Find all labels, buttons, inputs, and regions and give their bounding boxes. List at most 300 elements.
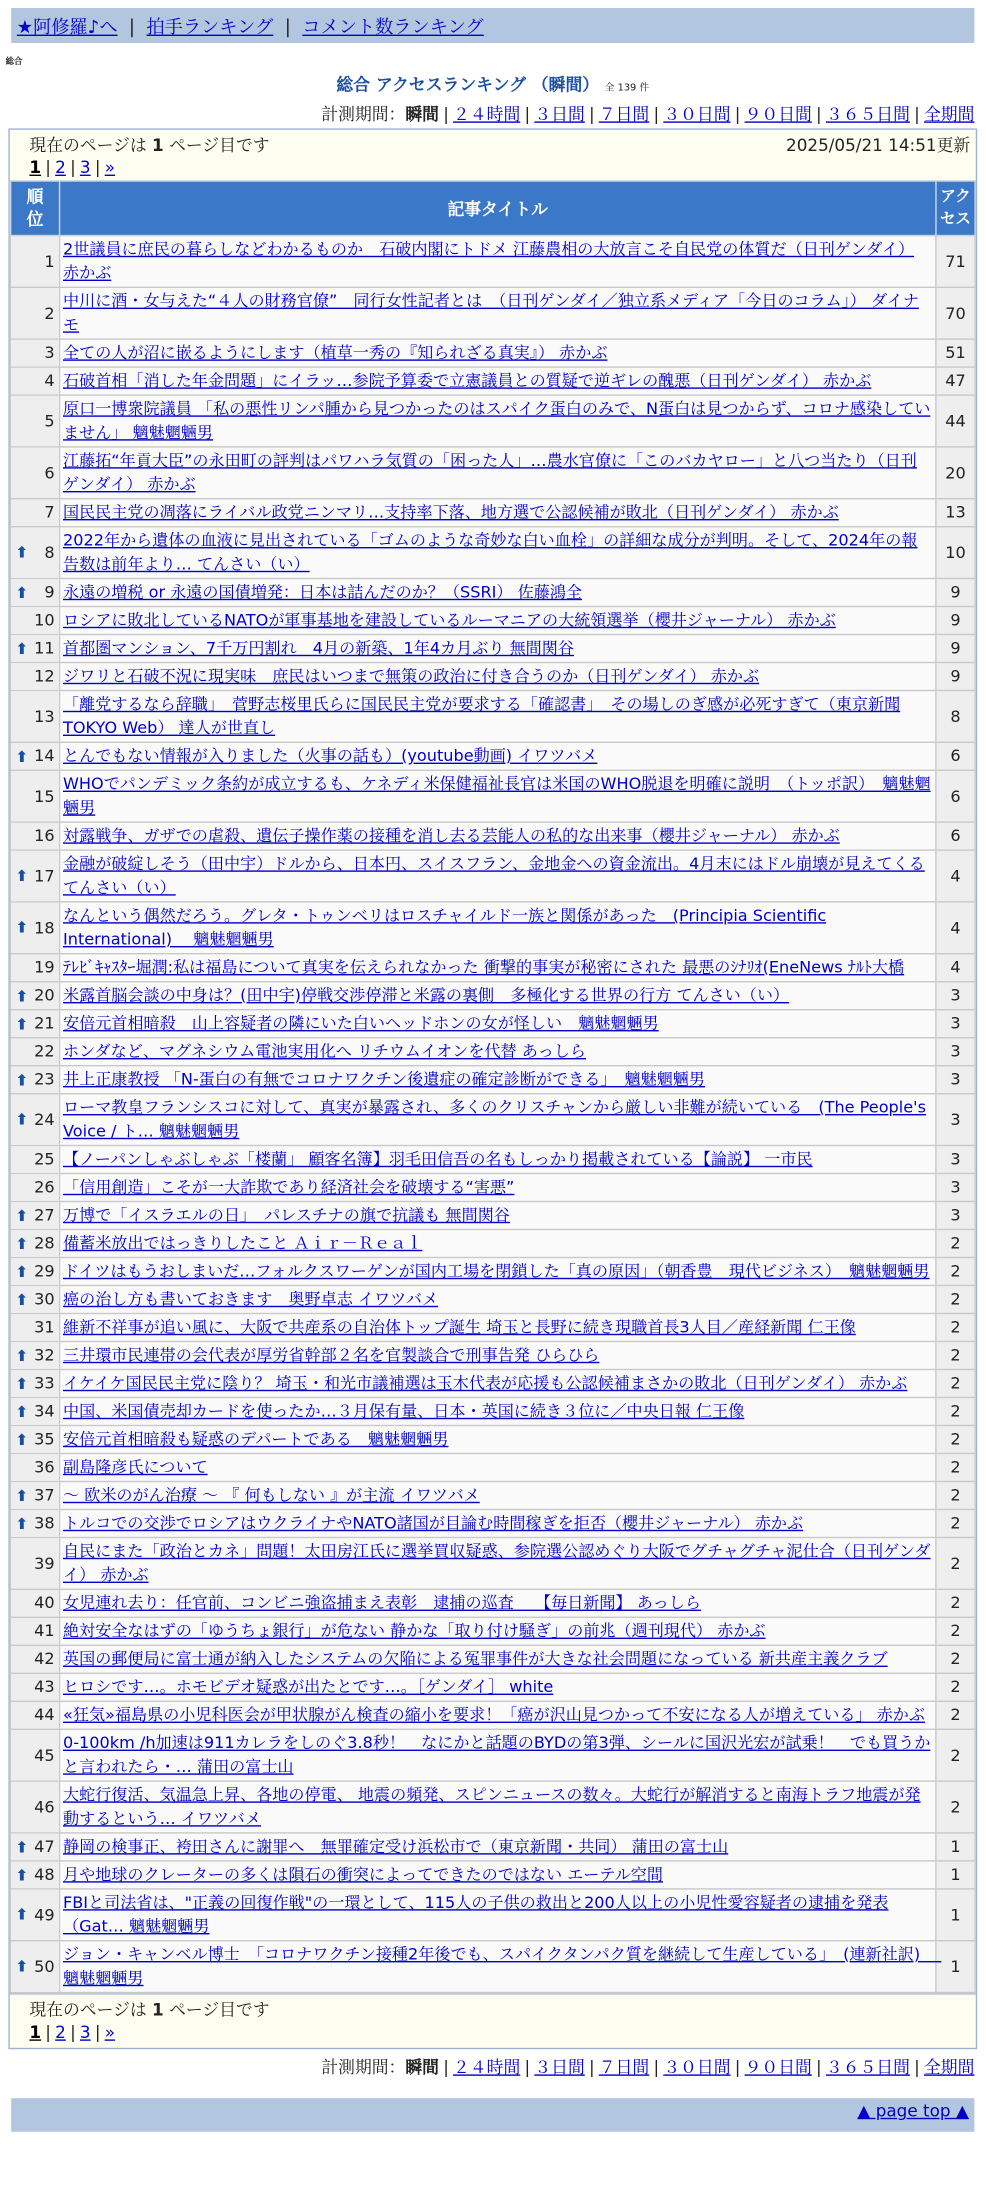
rank-cell [11,1729,60,1781]
rank-up-arrow-icon: ⬆ [15,1070,29,1089]
access-count: 2 [936,1538,975,1590]
page-title [0,72,986,96]
title-cell [60,339,936,367]
period-separator: | [443,104,449,125]
table-row [11,1010,976,1038]
title-cell [60,850,936,902]
period-separator: | [588,2057,595,2078]
period-link[interactable]: ３日間 [534,104,585,125]
rank-number: 37 [34,1485,55,1505]
access-count: 8 [936,691,975,743]
title-cell [60,1889,936,1941]
period-separator: | [653,2057,660,2078]
rank-cell [11,1286,60,1314]
article-link[interactable]: ロシアに敗北しているNATOが軍事基地を建設しているルーマニアの大統領選挙（櫻井ジャーナル） 赤かぶ [63,610,836,630]
table-row [11,1398,976,1426]
article-link[interactable]: 大蛇行復活、気温急上昇、各地の停電、 地震の頻発、スピンニュースの数々。大蛇行が解消すると南海トラフ地震が発動するという… イワツバメ [63,1784,921,1828]
rank-cell [11,1230,60,1258]
access-count: 10 [936,527,975,579]
title-cell [60,902,936,954]
title-cell [60,1482,936,1510]
table-row [11,339,976,367]
page-info [10,130,976,157]
rank-cell [11,1174,60,1202]
article-link[interactable]: 国民民主党の凋落にライバル政党ニンマリ…支持率下落、地方選で公認候補が敗北（日刊ゲンダイ） 赤かぶ [63,502,839,522]
title-cell [60,742,936,770]
title-cell [60,1146,936,1174]
rank-up-arrow-icon: ⬆ [15,1014,29,1033]
access-count: 2 [936,1370,975,1398]
article-link[interactable]: 中川に酒・女与えた“４人の財務官僚” 同行女性記者とは （日刊ゲンダイ／独立系メディア「今日のコラム」） ダイナモ [63,290,919,335]
rank-number: 28 [34,1233,55,1253]
access-count: 6 [936,742,975,770]
table-row [11,1286,976,1314]
rank-number: 19 [34,957,55,977]
table-row [11,607,976,635]
period-link[interactable]: ２４時間 [453,104,521,125]
rank-up-arrow-icon: ⬆ [15,1234,29,1253]
pager-separator: | [45,157,51,178]
title-cell [60,1314,936,1342]
article-link[interactable]: とんでもない情報が入りました（火事の話も）(youtube動画) イワツバメ [63,745,598,766]
period-link[interactable]: ７日間 [598,2057,650,2078]
table-row [11,287,976,339]
access-count: 47 [936,367,975,395]
rank-number: 38 [34,1513,55,1533]
access-count: 6 [936,822,975,850]
article-link[interactable]: トルコでの交渉でロシアはウクライナやNATO諸国が目論む時間稼ぎを拒否（櫻井ジャーナル） 赤かぶ [63,1513,804,1533]
rank-cell [11,954,60,982]
article-link[interactable]: 静岡の検事正、袴田さんに謝罪へ 無罪確定受け浜松市で（東京新聞・共同） 蒲田の富士山 [63,1836,729,1856]
page-status-num: 1 [152,135,164,155]
table-row [11,1482,976,1510]
article-link[interactable]: ドイツはもうおしまいだ…フォルクスワーゲンが国内工場を閉鎖した「真の原因」（朝香豊 現代ビジネス） 魑魅魍魎男 [63,1261,930,1281]
access-count: 2 [936,1510,975,1538]
access-count: 20 [936,447,975,499]
article-link[interactable]: 0-100km /h加速は911カレラをしのぐ3.8秒！ なにかと話題のBYDの第3弾、シールに国沢光宏が試乗！ でも買うかと言われたら・… 蒲田の富士山 [63,1732,931,1777]
rank-number: 15 [34,785,55,806]
ranking-table [10,180,976,1993]
title-cell [60,527,936,579]
article-link[interactable]: ジョン・キャンベル博士 「コロナワクチン接種2年後でも、スパイクタンパク質を継続して生産している」 (連新社訳) 魑魅魍魎男 [63,1944,942,1988]
rank-up-arrow-icon: ⬆ [15,583,29,602]
rank-up-arrow-icon: ⬆ [15,1837,29,1856]
period-link[interactable]: 全期間 [923,2057,975,2078]
table-row [11,1889,976,1941]
rank-number: 41 [34,1620,55,1641]
table-row [11,1781,976,1833]
table-row [11,742,976,770]
rank-up-arrow-icon: ⬆ [15,639,29,658]
table-row [11,1174,976,1202]
article-link[interactable]: 米露首脳会談の中身は？(田中宇)停戦交渉停滞と米露の裏側 多極化する世界の行方 てんさい（い） [63,985,790,1005]
title-cell [60,770,936,822]
access-count: 2 [936,1673,975,1701]
rank-number: 21 [34,1013,55,1033]
period-link[interactable]: ７日間 [598,104,650,125]
article-link[interactable]: 女児連れ去り：任官前、コンビニ強盗捕まえ表彰 逮捕の巡査 【毎日新聞】 あっしら [63,1592,701,1613]
home-link[interactable]: ★阿修羅♪へ [16,17,118,39]
table-row [11,1538,976,1590]
table-row [11,527,976,579]
article-link[interactable]: 副島隆彦氏について [63,1457,208,1477]
rank-cell [11,1066,60,1094]
period-separator: | [816,2057,822,2078]
access-count: 2 [936,1258,975,1286]
rank-cell [11,1510,60,1538]
item-count: 全 139 件 [604,82,650,94]
rank-up-arrow-icon: ⬆ [15,1402,29,1421]
access-count: 2 [936,1645,975,1673]
bottom-bar [11,2098,974,2132]
rank-cell [11,1010,60,1038]
table-row [11,1861,976,1889]
table-row [11,982,976,1010]
article-link[interactable]: 「離党するなら辞職」 菅野志桜里氏らに国民民主党が要求する「確認書」 その場しのぎ感が必死すぎて（東京新聞TOKYO Web） 達人が世直し [63,694,901,738]
updated-time: 2025/05/21 14:51更新 [786,135,971,155]
rank-number: 13 [34,705,55,726]
rank-number: 45 [34,1744,55,1765]
table-row [11,395,976,447]
rank-number: 16 [34,825,55,846]
period-link[interactable]: 全期間 [923,104,975,125]
pager-separator: | [70,157,76,178]
rank-up-arrow-icon: ⬆ [15,1290,29,1309]
rank-cell [11,691,60,743]
title-cell [60,579,936,607]
article-link[interactable]: 【ノーパンしゃぶしゃぶ「楼蘭」 顧客名簿】羽毛田信吾の名もしっかり掲載されている【論説】 一市民 [63,1149,813,1169]
table-row [11,447,976,499]
period-link[interactable]: ３０日間 [663,2057,731,2078]
article-link[interactable]: ﾃﾚﾋﾞｷｬｽﾀｰ堀潤:私は福島について真実を伝えられなかった 衝撃的事実が秘密にされた 最悪のｼﾅﾘｵ(EneNews ﾅﾙﾄ大橋 [63,957,905,977]
article-link[interactable]: ローマ教皇フランシスコに対して、真実が暴露され、多くのクリスチャンから厳しい非難が続いている (The People's Voice / ト… 魑魅魍魎男 [63,1097,926,1141]
period-link[interactable]: ３０日間 [663,104,731,125]
rank-number: 25 [34,1149,55,1169]
ranking-footer-frame [8,1995,977,2050]
rank-number: 17 [34,865,55,886]
access-count: 9 [936,663,975,691]
rank-number: 33 [34,1373,55,1393]
page-status-bottom [29,1997,269,2021]
title-cell [60,1510,936,1538]
table-row [11,1701,976,1729]
rank-cell [11,1941,60,1993]
rank-number: 18 [34,917,55,937]
rank-number: 32 [34,1345,55,1365]
table-row [11,902,976,954]
rank-cell [11,1538,60,1590]
table-row [11,691,976,743]
pager-separator: | [70,2022,76,2043]
title-cell [60,1258,936,1286]
rank-number: 34 [34,1401,55,1421]
period-separator: | [734,2057,741,2078]
table-row [11,850,976,902]
article-link[interactable]: 備蓄米放出ではっきりしたこと Ａｉｒ－Ｒｅａｌ [63,1233,423,1253]
title-cell [60,236,936,288]
table-row [11,1258,976,1286]
article-link[interactable]: WHOでパンデミック条約が成立するも、ケネディ米保健福祉長官は米国のWHO脱退を明確に説明 （トッポ訳） 魑魅魍魎男 [63,773,931,818]
article-link[interactable]: 江藤拓“年貢大臣”の永田町の評判はパワハラ気質の「困った人」…農水官僚に「このバカヤロー」と八つ当たり（日刊ゲンダイ） 赤かぶ [63,450,917,494]
access-count: 2 [936,1617,975,1645]
rank-cell [11,527,60,579]
rank-up-arrow-icon: ⬆ [15,1514,29,1533]
table-row [11,1094,976,1146]
rank-number: 9 [44,582,55,602]
table-row [11,770,976,822]
access-count: 2 [936,1589,975,1617]
access-count: 2 [936,1286,975,1314]
article-link[interactable]: 2022年から遺体の血液に見出されている「ゴムのような奇妙な白い血栓」の詳細な成分が判明。そして、2024年の報告数は前年より… てんさい（い） [63,530,918,574]
period-link[interactable]: ９０日間 [744,104,812,125]
access-count: 9 [936,579,975,607]
article-link[interactable]: 安倍元首相暗殺 山上容疑者の隣にいた白いヘッドホンの女が怪しい 魑魅魍魎男 [63,1013,659,1033]
article-link[interactable]: 全ての人が沼に嵌るようにします（植草一秀の『知られざる真実』） 赤かぶ [63,342,608,363]
rank-number: 3 [44,342,55,363]
access-count: 2 [936,1482,975,1510]
period-link[interactable]: ９０日間 [744,2057,812,2078]
title-cell [60,1398,936,1426]
rank-up-arrow-icon: ⬆ [15,986,29,1005]
period-link[interactable]: ３６５日間 [825,2057,910,2078]
rank-cell [11,1889,60,1941]
rank-number: 35 [34,1429,55,1449]
rank-number: 43 [34,1676,55,1697]
title-cell [60,1673,936,1701]
rank-number: 14 [34,745,55,766]
rank-number: 46 [34,1796,55,1817]
title-cell [60,954,936,982]
table-row [11,635,976,663]
title-cell [60,1066,936,1094]
applause-ranking-link[interactable]: 拍手ランキング [146,17,274,39]
rank-cell [11,770,60,822]
rank-cell [11,635,60,663]
rank-number: 4 [44,370,55,391]
access-count: 71 [936,236,975,288]
rank-cell [11,1781,60,1833]
table-row [11,1617,976,1645]
article-link[interactable]: 石破首相「消した年金問題」にイラッ…参院予算委で立憲議員との質疑で逆ギレの醜悪（日刊ゲンダイ） 赤かぶ [63,370,872,391]
rank-cell [11,367,60,395]
rank-cell [11,1617,60,1645]
title-cell [60,1941,942,1993]
article-link[interactable]: 2世議員に庶民の暮らしなどわかるものか 石破内閣にトドメ 江藤農相の大放言こそ自民党の体質だ（日刊ゲンダイ） 赤かぶ [63,239,915,283]
rank-cell [11,1454,60,1482]
access-count: 3 [936,1066,975,1094]
title-cell [60,1010,936,1038]
table-row [11,236,976,288]
article-link[interactable]: FBIと司法省は、"正義の回復作戦"の一環として、115人の子供の救出と200人以上の小児性愛容疑者の逮捕を発表（Gat… 魑魅魍魎男 [63,1892,889,1936]
article-link[interactable]: 英国の郵便局に富士通が納入したシステムの欠陥による冤罪事件が大きな社会問題になっている 新共産主義クラブ [63,1648,888,1669]
access-count: 13 [936,499,975,527]
rank-cell [11,1833,60,1861]
col-access-label: アクセス [940,187,971,228]
pager-link[interactable]: 3 [79,157,91,178]
access-count: 1 [936,1941,975,1993]
rank-number: 49 [34,1904,55,1924]
table-row [11,1833,976,1861]
table-row [11,1202,976,1230]
rank-cell [11,1426,60,1454]
rank-cell [11,395,60,447]
article-link[interactable]: 井上正康教授 「N-蛋白の有無でコロナワクチン後遺症の確定診断ができる」 魑魅魍魎男 [63,1069,706,1089]
title-cell [60,1833,936,1861]
page-status-post: ページ目です [169,2000,270,2020]
article-link[interactable]: ～ 欧米のがん治療 ～ 『 何もしない 』が主流 イワツバメ [63,1485,480,1505]
table-row [11,1589,976,1617]
rank-number: 48 [34,1864,55,1884]
pager-current: 1 [29,2022,42,2043]
article-link[interactable]: 永遠の増税 or 永遠の国債増発：日本は詰んだのか？（SSRI） 佐藤鴻全 [63,582,583,602]
rank-cell [11,822,60,850]
rank-cell [11,607,60,635]
rank-number: 7 [44,502,55,522]
period-separator: | [816,104,822,125]
page-status-num: 1 [152,2000,164,2020]
period-label: 計測期間： [321,2057,406,2078]
access-count: 51 [936,339,975,367]
rank-number: 1 [44,250,55,271]
title-cell [60,1781,936,1833]
rank-cell [11,1701,60,1729]
title-cell [60,1645,936,1673]
article-link[interactable]: 金融が破綻しそう（田中宇）ドルから、日本円、スイスフラン、金地金への資金流出。4月末にはドル崩壊が見えてくる てんさい（い） [63,853,925,897]
title-cell [60,1454,936,1482]
rank-cell [11,1146,60,1174]
article-link[interactable]: 安倍元首相暗殺も疑惑のデパートである 魑魅魍魎男 [63,1429,449,1449]
page-status-pre: 現在のページは [29,135,147,155]
ranking-frame [8,128,977,1994]
pagination-bottom [10,2021,976,2045]
rank-number: 31 [34,1317,55,1337]
title-cell [60,1861,936,1889]
table-row [11,954,976,982]
rank-number: 8 [44,542,55,562]
access-count: 3 [936,1174,975,1202]
page-top-link[interactable]: ▲ page top ▲ [857,2101,969,2121]
page-info-bottom [10,1995,976,2022]
title-cell [60,1342,936,1370]
comment-ranking-link[interactable]: コメント数ランキング [302,17,484,39]
period-link[interactable]: ２４時間 [453,2057,521,2078]
access-count: 3 [936,1146,975,1174]
title-cell [60,1617,936,1645]
title-cell [60,1230,936,1258]
article-link[interactable]: ホンダなど、マグネシウム電池実用化へ リチウムイオンを代替 あっしら [63,1041,587,1061]
title-cell [60,367,936,395]
article-link[interactable]: 癌の治し方も書いておきます 奥野卓志 イワツバメ [63,1289,439,1309]
article-link[interactable]: 三井環市民連帯の会代表が厚労省幹部２名を官製談合で刑事告発 ひらひら [63,1345,600,1365]
nav-separator: | [128,17,136,39]
rank-cell [11,1370,60,1398]
rank-cell [11,1589,60,1617]
title-cell [60,1729,936,1781]
period-selector-top [11,102,974,126]
rank-cell [11,982,60,1010]
table-header-row [11,181,976,236]
rank-cell [11,1861,60,1889]
rank-number: 44 [34,1704,55,1725]
rank-cell [11,1673,60,1701]
access-count: 3 [936,1010,975,1038]
access-count: 2 [936,1230,975,1258]
title-cell [60,1538,936,1590]
access-count: 9 [936,635,975,663]
article-link[interactable]: イケイケ国民民主党に陰り？ 埼玉・和光市議補選は玉木代表が応援も公認候補まさかの敗北（日刊ゲンダイ） 赤かぶ [63,1373,908,1393]
rank-cell [11,339,60,367]
pager-link[interactable]: 3 [79,2022,91,2043]
title-cell [60,663,936,691]
period-link[interactable]: ３日間 [534,2057,585,2078]
article-link[interactable]: 絶対安全なはずの「ゆうちょ銀行」が危ない 静かな「取り付け騒ぎ」の前兆（週刊現代） 赤かぶ [63,1620,766,1641]
title-cell [60,1094,936,1146]
period-separator: | [734,104,741,125]
rank-up-arrow-icon: ⬆ [15,747,29,766]
period-separator: | [914,104,920,125]
article-link[interactable]: 維新不祥事が追い風に、大阪で共産系の自治体トップ誕生 埼玉と長野に続き現職首長3人目／産経新聞 仁王像 [63,1317,856,1337]
article-link[interactable]: 万博で「イスラエルの日」 パレスチナの旗で抗議も 無間関谷 [63,1205,510,1225]
access-count: 70 [936,287,975,339]
pager-link[interactable]: 2 [55,157,66,178]
article-link[interactable]: 首都圏マンション、7千万円割れ 4月の新築、1年4カ月ぶり 無間関谷 [63,638,574,658]
access-count: 2 [936,1729,975,1781]
article-link[interactable]: 対露戦争、ガザでの虐殺、遺伝子操作薬の接種を消し去る芸能人の私的な出来事（櫻井ジャーナル） 赤かぶ [63,825,840,846]
table-row [11,822,976,850]
rank-number: 5 [44,410,55,431]
access-count: 44 [936,395,975,447]
rank-number: 40 [34,1592,55,1613]
rank-up-arrow-icon: ⬆ [15,543,29,562]
rank-up-arrow-icon: ⬆ [15,1486,29,1505]
article-link[interactable]: 原口一博衆院議員 「私の悪性リンパ腫から見つかったのはスパイク蛋白のみで、N蛋白は見つからず、コロナ感染していません」 魑魅魍魎男 [63,398,931,442]
article-link[interactable]: なんという偶然だろう。グレタ・トゥンベリはロスチャイルド一族と関係があった (Principia Scientific International) 魑魅魍魎男 [63,905,827,949]
col-rank-header [11,181,60,236]
pager-link[interactable]: » [104,2022,115,2043]
table-row [11,579,976,607]
article-link[interactable]: ヒロシです…。ホモビデオ疑惑が出たとです…。［ゲンダイ］ white [63,1676,554,1697]
rank-up-arrow-icon: ⬆ [15,918,29,937]
title-cell [60,982,936,1010]
article-link[interactable]: 中国、米国債売却カードを使ったか…３月保有量、日本・英国に続き３位に／中央日報 仁王像 [63,1401,745,1421]
page-title-text: 総合 アクセスランキング （瞬間） [336,75,600,95]
access-count: 2 [936,1454,975,1482]
rank-cell [11,499,60,527]
rank-up-arrow-icon: ⬆ [15,1110,29,1129]
access-count: 2 [936,1426,975,1454]
table-row [11,499,976,527]
access-count: 1 [936,1861,975,1889]
article-link[interactable]: «狂気»福島県の小児科医会が甲状腺がん検査の縮小を要求！「癌が沢山見つかって不安になる人が増えている」 赤かぶ [63,1704,926,1725]
title-cell [60,1286,936,1314]
pager-link[interactable]: » [104,157,115,178]
page-status-pre: 現在のページは [29,2000,147,2020]
pager-link[interactable]: 2 [55,2022,66,2043]
table-row [11,1454,976,1482]
rank-number: 6 [44,462,55,482]
article-link[interactable]: 自民にまた「政治とカネ」問題！太田房江氏に選挙買収疑惑、参院選公認めぐり大阪でグチャグチャ泥仕合（日刊ゲンダイ） 赤かぶ [63,1541,931,1585]
table-row [11,1729,976,1781]
rank-number: 2 [44,302,55,323]
rank-cell [11,1094,60,1146]
period-separator: | [653,104,660,125]
article-link[interactable]: 「信用創造」こそが一大詐欺であり経済社会を破壊する“害悪” [63,1177,515,1197]
period-link[interactable]: ３６５日間 [825,104,910,125]
article-link[interactable]: ジワリと石破不況に現実味 庶民はいつまで無策の政治に付き合うのか（日刊ゲンダイ） 赤かぶ [63,666,760,686]
access-count: 4 [936,902,975,954]
article-link[interactable]: 月や地球のクレーターの多くは隕石の衝突によってできたのではない エーテル空間 [63,1864,664,1884]
access-count: 3 [936,1038,975,1066]
